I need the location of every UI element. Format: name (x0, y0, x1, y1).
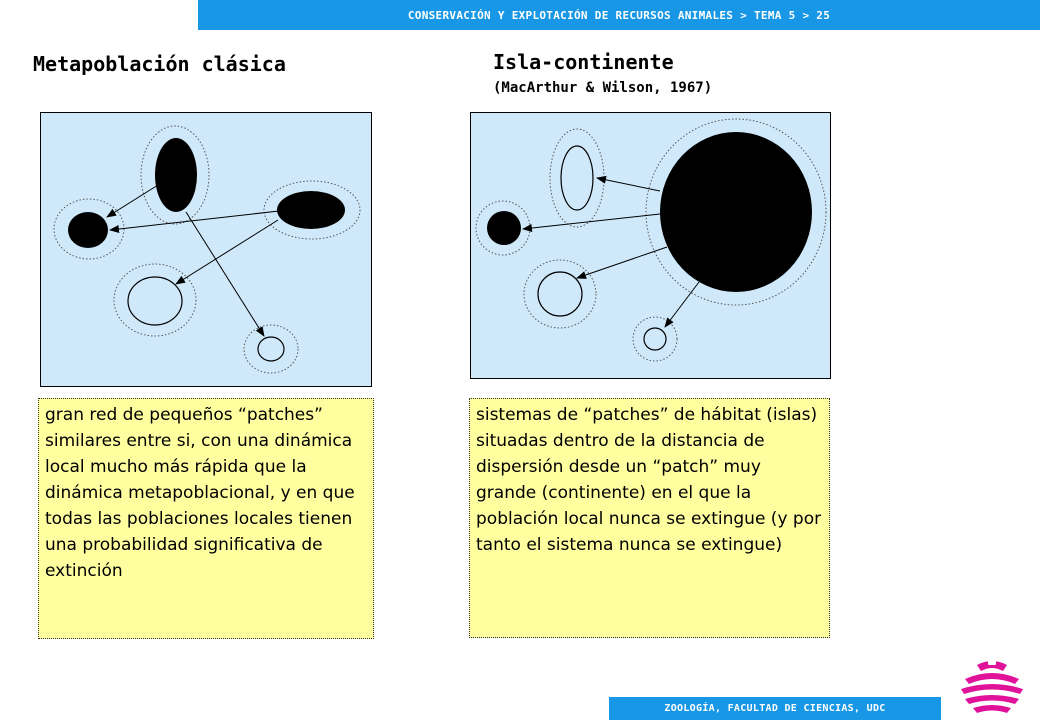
dispersal-arrow (665, 282, 699, 327)
footer-bar (609, 697, 941, 720)
right-description: sistemas de “patches” de hábitat (islas) situadas dentro de la distancia de dispersión desde un “patch” muy grande (continente) en el que la población local nunca se extingue (y por tanto el sistema nunca se extingue) (469, 398, 830, 638)
left-title: Metapoblación clásica (33, 52, 286, 76)
patch-halo (633, 317, 677, 361)
dispersal-arrow (186, 212, 264, 336)
island-continent-diagram (470, 112, 831, 379)
right-subtitle: (MacArthur & Wilson, 1967) (493, 80, 713, 96)
header-breadcrumb-bar (198, 0, 1040, 30)
udc-university-logo (957, 657, 1027, 715)
occupied-island (487, 211, 521, 245)
patch-halo (550, 129, 604, 227)
island-patch (561, 146, 593, 210)
footer-label: ZOOLOGÍA, FACULTAD DE CIENCIAS, UDC (664, 703, 886, 714)
dispersal-arrow (110, 211, 279, 230)
empty-patch (128, 277, 182, 325)
occupied-patch (277, 191, 345, 229)
patch-halo (244, 325, 298, 373)
header-breadcrumb: CONSERVACIÓN Y EXPLOTACIÓN DE RECURSOS ANIMALES > TEMA 5 > 25 (407, 8, 831, 22)
dispersal-arrow (597, 178, 660, 191)
empty-patch (258, 337, 284, 361)
occupied-patch (155, 138, 197, 212)
island-patch (644, 328, 666, 350)
patch-halo (524, 260, 596, 328)
occupied-patch (68, 212, 108, 248)
dispersal-arrow (107, 185, 158, 217)
left-description: gran red de pequeños “patches” similares entre si, con una dinámica local mucho más rápida que la dinámica metapoblacional, y en que todas las poblaciones locales tienen una probabilidad significativa de extinción (38, 398, 374, 639)
right-title: Isla-continente (493, 50, 674, 74)
dispersal-arrow (176, 220, 278, 284)
continent-patch (660, 132, 812, 292)
island-patch (538, 272, 582, 316)
dispersal-arrow (577, 247, 667, 278)
dispersal-arrow (523, 214, 660, 229)
classic-metapopulation-diagram (40, 112, 372, 387)
